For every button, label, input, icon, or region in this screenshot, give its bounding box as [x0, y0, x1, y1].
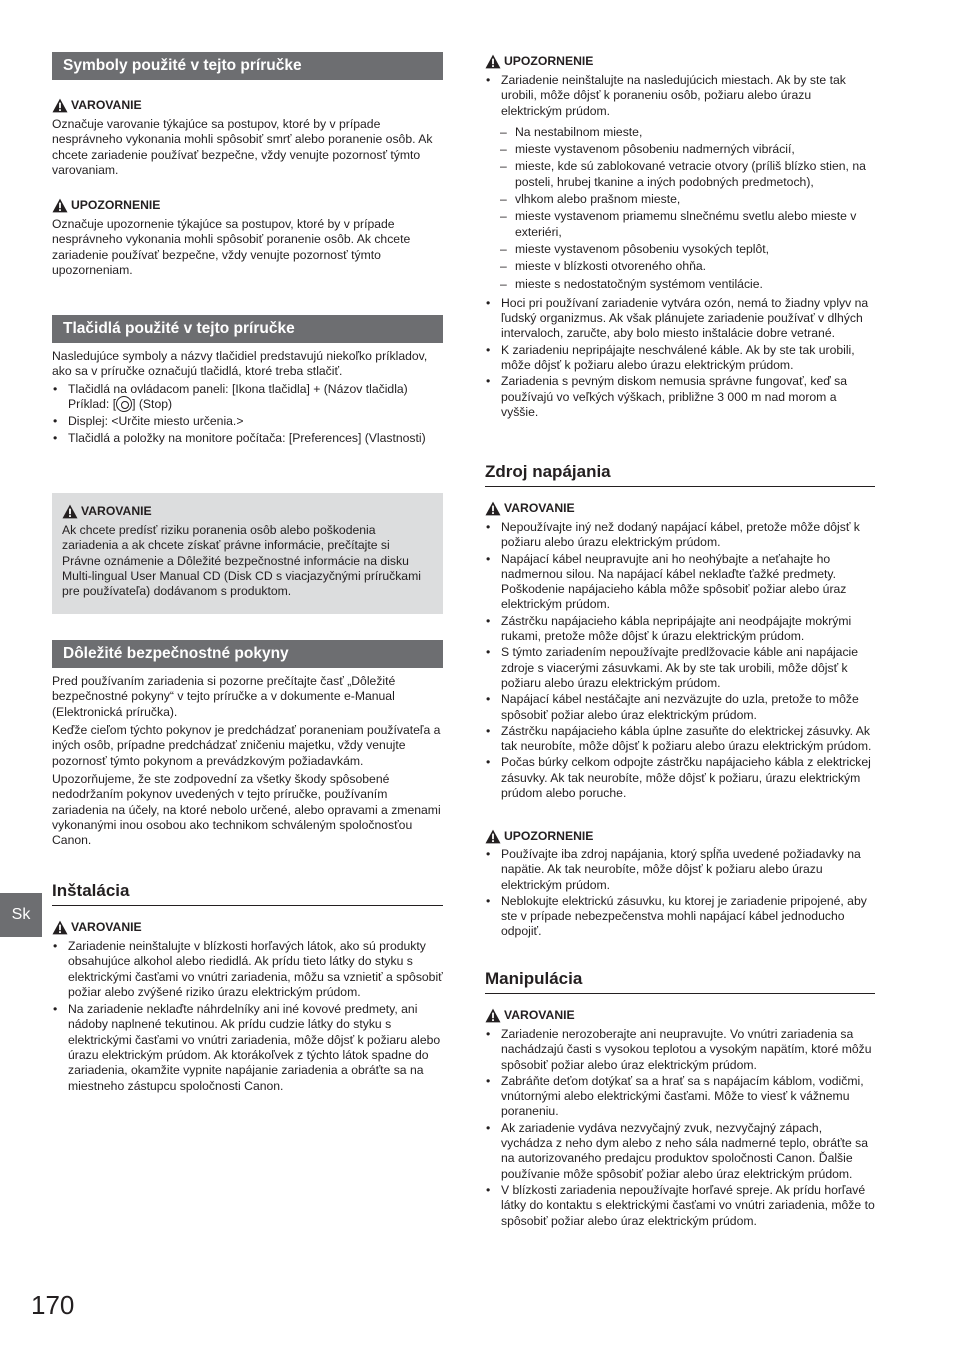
list-item: – mieste s nedostatočným systémom ventilácie.: [485, 277, 875, 292]
warning-box: [52, 493, 443, 614]
handling-warning-list: [485, 1027, 875, 1229]
list-item: • Tlačidlá na ovládacom paneli: [Ikona tlačidla] + (Názov tlačidla) Príklad: [ ] (Stop): [52, 382, 443, 413]
buttons-intro: Nasledujúce symboly a názvy tlačidiel predstavujú niekoľko príkladov, ako sa v príručke označujú tlačidlá, ktoré treba stlačiť.: [52, 349, 428, 379]
list-item: – mieste vystavenom priamemu slnečnému svetlu alebo mieste v exteriéri,: [485, 209, 875, 240]
list-item: • Tlačidlá a položky na monitore počítača: [Preferences] (Vlastnosti): [52, 431, 443, 446]
warning-icon: [485, 1008, 501, 1023]
language-tab: Sk: [0, 893, 42, 937]
list-item: • Zástrčku napájacieho kábla úplne zasuňte do elektrickej zásuvky. Ak tak neurobíte, môže dôjsť k požiaru alebo úrazu elektrickým prúdom.: [485, 724, 875, 755]
list-item: • Na zariadenie neklaďte náhrdelníky ani iné kovové predmety, ani nádoby naplnené tekutinou. Ak prídu cudzie látky do styku s elektrickými časťami vo vnútri zariadenia, môže dôjsť k požiaru alebo úrazu elektrickým prúdom. Ak ktorákoľvek z týchto látok spadne do zariadenia, okamžite vypnite napájanie zariadenia a obráťte sa na miestneho zástupcu spoločnosti Canon.: [52, 1002, 443, 1094]
list-item: – mieste vystavenom pôsobeniu vysokých teplôt,: [485, 242, 875, 257]
heading-power-supply: Zdroj napájania: [485, 462, 875, 487]
list-item: • Ak zariadenie vydáva nezvyčajný zvuk, nezvyčajný zápach, vychádza z neho dym alebo z neho sála nadmerné teplo, obráťte sa na autorizovaného predajcu produktov spoločnosti Canon. Ďalšie používanie môže spôsobiť požiar alebo úraz elektrickým prúdom.: [485, 1121, 875, 1182]
warning-label: VAROVANIE: [62, 503, 152, 519]
warning-icon: [485, 54, 501, 69]
heading-handling: Manipulácia: [485, 969, 875, 994]
list-item: • Zariadenia s pevným diskom nemusia správne fungovať, keď sa používajú vo veľkých výškach, približne 3 000 m nad morom a vyššie.: [485, 374, 875, 420]
safety-paragraph: Upozorňujeme, že ste zodpovední za všetky škody spôsobené nedodržaním pokynov uvedených v tejto príručke, používaním zariadenia na účely, na ktoré nebolo určené, alebo opravami a zmenami vykonanými inou osobou ako technikom schváleným spoločnosťou Canon.: [52, 772, 441, 848]
list-item: • S týmto zariadením nepoužívajte predlžovacie káble ani napájacie zdroje s viacerými zásuvkami. Ak by ste tak urobili, môže dôjsť k požiaru alebo úrazu elektrickým prúdom.: [485, 645, 875, 691]
warning-text: Označuje varovanie týkajúce sa postupov, ktoré by v prípade nesprávneho vykonania mohli spôsobiť smrť alebo poranenie osôb. Ak chcete zariadenie používať bezpečne, vždy venujte pozornosť týmto varovaniam.: [52, 117, 433, 177]
list-item: • Zariadenie neinštalujte na nasledujúcich miestach. Ak by ste tak urobili, môže dôjsť k poraneniu osôb, požiaru alebo úrazu elektrickým prúdom.: [485, 73, 875, 119]
warning-label: VAROVANIE: [485, 1007, 575, 1023]
stop-icon: [116, 396, 132, 412]
power-caution-list: [485, 847, 875, 940]
installation-warning-list: [52, 939, 443, 1094]
list-item: • K zariadeniu nepripájajte neschválené káble. Ak by ste tak urobili, môže dôjsť k požiaru alebo úrazu elektrickým prúdom.: [485, 343, 875, 374]
list-item: • Nepoužívajte iný než dodaný napájací kábel, pretože môže dôjsť k požiaru alebo úrazu elektrickým prúdom.: [485, 520, 875, 551]
warning-box-text: Ak chcete predísť riziku poranenia osôb alebo poškodenia zariadenia a ak chcete získať právne informácie, prečítajte si Právne oznámenie a Dôležité bezpečnostné informácie na disku Multi-lingual User Manual CD (Disk CD s viacjazyčnými príručkami pre používateľa) dodávanom s produktom.: [62, 523, 421, 599]
installation-caution: [485, 73, 875, 420]
list-item: • Neblokujte elektrickú zásuvku, ku ktorej je zariadenie pripojené, aby ste v prípade nebezpečenstva mohli napájací kábel jednoducho odpojiť.: [485, 894, 875, 940]
caution-label: UPOZORNENIE: [485, 53, 593, 69]
warning-icon: [62, 504, 78, 519]
heading-installation: Inštalácia: [52, 881, 443, 906]
list-item: • Zástrčku napájacieho kábla nepripájajte ani neodpájajte mokrými rukami, pretože môže dôjsť k úrazu elektrickým prúdom.: [485, 614, 875, 645]
safety-paragraph: Keďže cieľom týchto pokynov je predchádzať poraneniam používateľa a iných osôb, prípadne predchádzať zničeniu majetku, vždy venujte pozornosť týmto pokynom a prevádzkovým požiadavkám.: [52, 723, 441, 768]
section-title-buttons: Tlačidlá použité v tejto príručke: [52, 315, 443, 343]
list-item: • Napájací kábel neupravujte ani ho neohýbajte a neťahajte ho nadmernou silou. Na napájací kábel neklaďte ťažké predmety. Poškodenie napájacieho kábla môže spôsobiť požiar alebo úraz elektrickým prúdom.: [485, 552, 875, 613]
caution-label: UPOZORNENIE: [52, 197, 160, 213]
warning-label: VAROVANIE: [52, 919, 142, 935]
list-item: – vlhkom alebo prašnom mieste,: [485, 192, 875, 207]
warning-icon: [52, 98, 68, 113]
list-item: • V blízkosti zariadenia nepoužívajte horľavé spreje. Ak prídu horľavé látky do kontaktu s elektrickými časťami vo vnútri zariadenia, môže to spôsobiť požiar alebo úraz elektrickým prúdom.: [485, 1183, 875, 1229]
caution-label: UPOZORNENIE: [485, 828, 593, 844]
list-item: • Displej: <Určite miesto určenia.>: [52, 414, 443, 429]
buttons-list: [52, 382, 443, 446]
section-title-safety: Dôležité bezpečnostné pokyny: [52, 640, 443, 668]
safety-paragraph: Pred používaním zariadenia si pozorne prečítajte časť „Dôležité bezpečnostné pokyny“ v tejto príručke a v dokumente e-Manual (Elektronická príručka).: [52, 674, 396, 719]
list-item: – mieste, kde sú zablokované vetracie otvory (príliš blízko stien, na posteli, hrubej tkanine a iných podobných predmetoch),: [485, 159, 875, 190]
list-item: • Hoci pri používaní zariadenie vytvára ozón, nemá to žiadny vplyv na ľudský organizmus. Ak však plánujete zariadenie používať v dlhých intervaloch, zaručte, aby bolo miesto inštalácie dobre vetrané.: [485, 296, 875, 342]
list-item: • Počas búrky celkom odpojte zástrčku napájacieho kábla z elektrickej zásuvky. Ak tak neurobíte, môže dôjsť k požiaru, úrazu elektrickým prúdom alebo poruche.: [485, 755, 875, 801]
list-item: • Zariadenie neinštalujte v blízkosti horľavých látok, ako sú produkty obsahujúce alkohol alebo riedidlá. Ak prídu tieto látky do styku s elektrickými časťami vo vnútri zariadenia, môžu sa vznietiť a spôsobiť požiar alebo zvýšené riziko úrazu elektrickým prúdom.: [52, 939, 443, 1000]
warning-icon: [52, 198, 68, 213]
list-item: • Používajte iba zdroj napájania, ktorý spĺňa uvedené požiadavky na napätie. Ak tak neurobíte, môže dôjsť k požiaru alebo úrazu elektrickým prúdom.: [485, 847, 875, 893]
warning-icon: [485, 501, 501, 516]
list-item: • Napájací kábel nestáčajte ani nezväzujte do uzla, pretože to môže spôsobiť požiar alebo úraz elektrickým prúdom.: [485, 692, 875, 723]
list-item: – Na nestabilnom mieste,: [485, 125, 875, 140]
warning-icon: [485, 829, 501, 844]
location-list: [485, 125, 875, 292]
warning-label: VAROVANIE: [485, 500, 575, 516]
power-warning-list: [485, 520, 875, 801]
warning-icon: [52, 920, 68, 935]
list-item: • Zariadenie nerozoberajte ani neupravujte. Vo vnútri zariadenia sa nachádzajú časti s vysokou teplotou a vysokým napätím, ktoré môžu spôsobiť požiar alebo úraz elektrickým prúdom.: [485, 1027, 875, 1073]
caution-text: Označuje upozornenie týkajúce sa postupov, ktoré by v prípade nesprávneho vykonania mohli spôsobiť poranenie osôb. Ak chcete zariadenie používať bezpečne, vždy venujte pozornosť týmto upozorneniam.: [52, 217, 411, 277]
list-item: – mieste v blízkosti otvoreného ohňa.: [485, 259, 875, 274]
list-item: • Zabráňte deťom dotýkať sa a hrať sa s napájacím káblom, vodičmi, vnútornými alebo elektrickými časťami. Môže to viesť k vážnemu poraneniu.: [485, 1074, 875, 1120]
page-number: 170: [31, 1290, 75, 1320]
section-title-symbols: Symboly použité v tejto príručke: [52, 52, 443, 80]
warning-label: VAROVANIE: [52, 97, 142, 113]
list-item: – mieste vystavenom pôsobeniu nadmerných vibrácií,: [485, 142, 875, 157]
